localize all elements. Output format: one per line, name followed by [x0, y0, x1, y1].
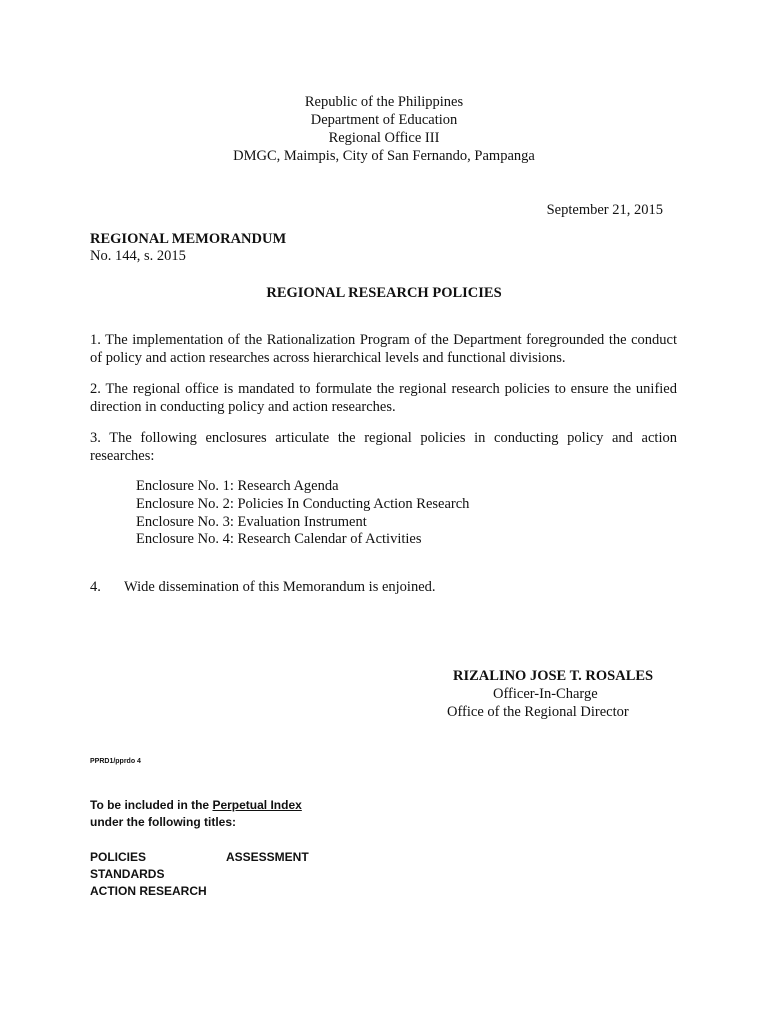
letterhead-line-4: DMGC, Maimpis, City of San Fernando, Pampanga — [233, 148, 535, 164]
signatory-title: Officer-In-Charge — [493, 686, 598, 702]
index-note-line-1 — [90, 797, 302, 814]
index-title-action-research: ACTION RESEARCH — [90, 884, 207, 898]
letterhead-line-1: Republic of the Philippines — [304, 94, 464, 110]
enclosure-1: Enclosure No. 1: Research Agenda — [136, 478, 339, 494]
enclosure-4: Enclosure No. 4: Research Calendar of Activities — [136, 531, 422, 547]
item-4-text: Wide dissemination of this Memorandum is enjoined. — [124, 579, 436, 595]
signatory-name: RIZALINO JOSE T. ROSALES — [453, 668, 654, 684]
letterhead-line-2: Department of Education — [310, 112, 458, 128]
memo-subject: REGIONAL RESEARCH POLICIES — [266, 285, 502, 301]
letterhead-line-3: Regional Office III — [328, 130, 440, 146]
memo-number: No. 144, s. 2015 — [90, 248, 186, 264]
index-title-standards: STANDARDS — [90, 867, 165, 881]
perpetual-index-link: Perpetual Index — [212, 798, 302, 812]
enclosure-2: Enclosure No. 2: Policies In Conducting Action Research — [136, 496, 470, 512]
index-title-assessment: ASSESSMENT — [226, 850, 309, 864]
index-note-prefix: To be included in the — [90, 798, 213, 812]
reference-code: PPRD1/pprdo 4 — [90, 758, 141, 765]
paragraph-3: 3. The following enclosures articulate the regional policies in conducting policy and action researches: — [90, 430, 677, 464]
memo-date: September 21, 2015 — [546, 202, 663, 218]
index-title-policies: POLICIES — [90, 850, 147, 864]
paragraph-1: 1. The implementation of the Rationalization Program of the Department foregrounded the conduct of policy and action researches across hierarchical levels and functional divisions. — [90, 332, 677, 366]
enclosure-3: Enclosure No. 3: Evaluation Instrument — [136, 514, 367, 530]
memo-type: REGIONAL MEMORANDUM — [90, 231, 287, 247]
index-note-line-2: under the following titles: — [90, 815, 236, 829]
signatory-office: Office of the Regional Director — [447, 704, 629, 720]
item-4-number: 4. — [90, 579, 101, 595]
paragraph-2: 2. The regional office is mandated to formulate the regional research policies to ensure the unified direction in conducting policy and action researches. — [90, 381, 677, 415]
